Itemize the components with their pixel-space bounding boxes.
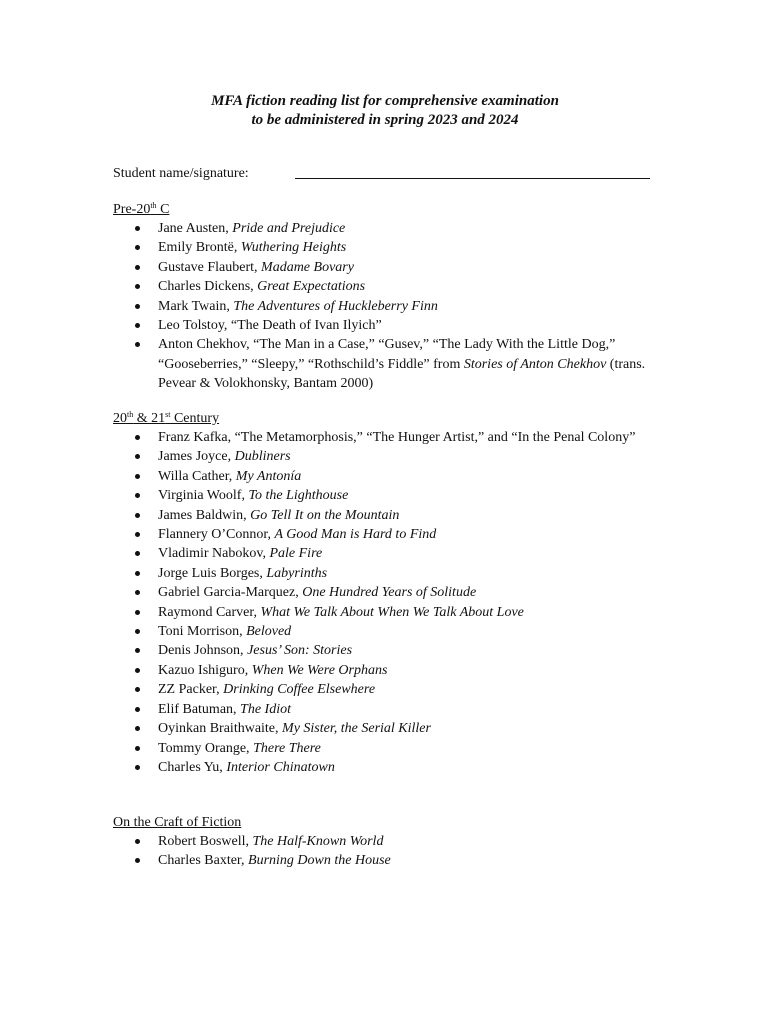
list-item — [113, 428, 673, 447]
work-title: Great Expectations — [257, 279, 366, 295]
work-title: The Idiot — [240, 701, 291, 717]
section-heading-pre-20th — [113, 200, 673, 219]
author-text: Robert Boswell, — [158, 834, 253, 849]
student-name-label: Student name/signature: — [113, 166, 249, 181]
work-title: One Hundred Years of Solitude — [302, 585, 477, 601]
author-text: Mark Twain, — [158, 298, 234, 314]
list-item — [113, 335, 673, 393]
work-title: My Antonía — [235, 468, 302, 484]
author-text: James Joyce, — [158, 449, 235, 465]
list-item — [113, 277, 673, 296]
work-title: Pale Fire — [269, 546, 323, 562]
author-text: Jorge Luis Borges, — [158, 565, 267, 581]
work-title: Interior Chinatown — [226, 759, 335, 775]
author-text: Charles Baxter, — [158, 853, 249, 869]
work-title: Pride and Prejudice — [232, 221, 346, 236]
author-text: Charles Dickens, — [158, 279, 258, 295]
author-text: Gustave Flaubert, — [158, 259, 262, 275]
author-text: Elif Batuman, — [158, 701, 241, 717]
author-text: Denis Johnson, — [158, 643, 248, 659]
bullet-icon — [135, 304, 140, 309]
bullet-icon — [135, 513, 140, 518]
list-item — [113, 525, 673, 544]
bullet-icon — [135, 551, 140, 556]
bullet-icon — [135, 435, 140, 440]
author-text: Raymond Carver, — [158, 604, 261, 620]
section-heading-craft: On the Craft of Fiction — [113, 815, 242, 830]
work-title: The Adventures of Huckleberry Finn — [233, 298, 438, 314]
list-item — [113, 583, 673, 602]
heading-text: & 21 — [133, 411, 166, 426]
work-title: Drinking Coffee Elsewhere — [223, 682, 376, 698]
work-title: When We Were Orphans — [251, 662, 388, 678]
heading-text: Pre-20 — [113, 202, 151, 217]
title-line-2: to be administered in spring 2023 and 2024 — [251, 112, 519, 128]
list-item — [113, 486, 673, 505]
author-text: Toni Morrison, — [158, 624, 247, 640]
author-text: Emily Brontë, — [158, 240, 241, 256]
list-item — [113, 700, 673, 719]
bullet-icon — [135, 474, 140, 479]
bullet-icon — [135, 668, 140, 673]
bullet-icon — [135, 493, 140, 498]
work-title: The Half-Known World — [252, 834, 384, 849]
heading-text: C — [156, 202, 170, 217]
list-item — [113, 719, 673, 738]
heading-text: Century — [170, 411, 220, 426]
reading-list-pre-20th — [113, 219, 673, 394]
work-title: To the Lighthouse — [248, 488, 349, 504]
bullet-icon — [135, 610, 140, 615]
author-text: Jane Austen, — [158, 221, 233, 236]
list-item — [113, 544, 673, 563]
list-item — [113, 622, 673, 641]
work-note: (trans. Pevear & Volokhonsky, Bantam 2000) — [158, 356, 646, 392]
list-item — [113, 832, 673, 851]
work-title: Go Tell It on the Mountain — [250, 507, 400, 523]
list-item — [113, 564, 673, 583]
author-text: ZZ Packer, — [158, 682, 224, 698]
author-text: Kazuo Ishiguro, — [158, 662, 252, 678]
list-item — [113, 297, 673, 316]
author-text: Tommy Orange, — [158, 740, 254, 756]
bullet-icon — [135, 342, 140, 347]
bullet-icon — [135, 839, 140, 844]
work-title: My Sister, the Serial Killer — [282, 721, 431, 737]
work-title: What We Talk About When We Talk About Love — [260, 604, 524, 620]
work-title: Beloved — [246, 624, 292, 640]
work-title: Burning Down the House — [248, 853, 391, 869]
bullet-icon — [135, 629, 140, 634]
list-item — [113, 219, 673, 238]
list-item — [113, 258, 673, 277]
bullet-icon — [135, 226, 140, 231]
section-heading-20th-21st — [113, 409, 673, 428]
title-line-1: MFA fiction reading list for comprehensive examination — [211, 93, 559, 109]
work-title: Dubliners — [234, 449, 291, 465]
document-title — [0, 92, 770, 130]
author-text: Gabriel Garcia-Marquez, — [158, 585, 303, 601]
work-title: There There — [253, 740, 321, 756]
bullet-icon — [135, 648, 140, 653]
list-item — [113, 506, 673, 525]
list-item — [113, 447, 673, 466]
work-title: Wuthering Heights — [240, 240, 347, 256]
heading-text: 20 — [113, 411, 127, 426]
author-text: Vladimir Nabokov, — [158, 546, 270, 562]
work-title: Stories of Anton Chekhov — [463, 356, 607, 372]
signature-line[interactable] — [295, 178, 650, 179]
author-text: Leo Tolstoy, “The Death of Ivan Ilyich” — [158, 318, 382, 334]
author-text: Charles Yu, — [158, 759, 227, 775]
author-text: Willa Cather, — [158, 468, 236, 484]
reading-list-20th-21st — [113, 428, 673, 777]
work-title: A Good Man is Hard to Find — [274, 527, 437, 543]
list-item — [113, 467, 673, 486]
bullet-icon — [135, 284, 140, 289]
student-signature-row — [113, 165, 653, 185]
section-craft-of-fiction — [113, 813, 673, 871]
author-text: Anton Chekhov, “The Man in a Case,” “Gusev,” “The Lady With the Little Dog,” “Gooseberries,” “Sleepy,” “Rothschild’s Fiddle” from — [158, 337, 616, 372]
author-text: James Baldwin, — [158, 507, 251, 523]
bullet-icon — [135, 454, 140, 459]
list-item — [113, 661, 673, 680]
reading-list-craft — [113, 832, 673, 871]
list-item — [113, 238, 673, 257]
section-20th-21st-century — [113, 409, 673, 777]
bullet-icon — [135, 765, 140, 770]
bullet-icon — [135, 726, 140, 731]
section-pre-20th-century — [113, 200, 673, 394]
list-item — [113, 739, 673, 758]
author-text: Flannery O’Connor, — [158, 527, 275, 543]
work-title: Jesus’ Son: Stories — [247, 643, 353, 659]
bullet-icon — [135, 323, 140, 328]
work-title: Madame Bovary — [261, 259, 354, 275]
list-item — [113, 680, 673, 699]
bullet-icon — [135, 265, 140, 270]
bullet-icon — [135, 858, 140, 863]
work-title: Labyrinths — [266, 565, 328, 581]
bullet-icon — [135, 687, 140, 692]
bullet-icon — [135, 245, 140, 250]
author-text: Virginia Woolf, — [158, 488, 249, 504]
list-item — [113, 758, 673, 777]
heading-superscript: th — [127, 410, 134, 419]
list-item — [113, 851, 673, 870]
bullet-icon — [135, 571, 140, 576]
bullet-icon — [135, 746, 140, 751]
bullet-icon — [135, 532, 140, 537]
list-item — [113, 603, 673, 622]
list-item — [113, 316, 673, 335]
list-item — [113, 641, 673, 660]
bullet-icon — [135, 590, 140, 595]
author-text: Oyinkan Braithwaite, — [158, 721, 283, 737]
heading-superscript: th — [150, 201, 157, 210]
bullet-icon — [135, 707, 140, 712]
heading-superscript: st — [165, 410, 171, 419]
author-text: Franz Kafka, “The Metamorphosis,” “The Hunger Artist,” and “In the Penal Colony” — [158, 430, 636, 445]
